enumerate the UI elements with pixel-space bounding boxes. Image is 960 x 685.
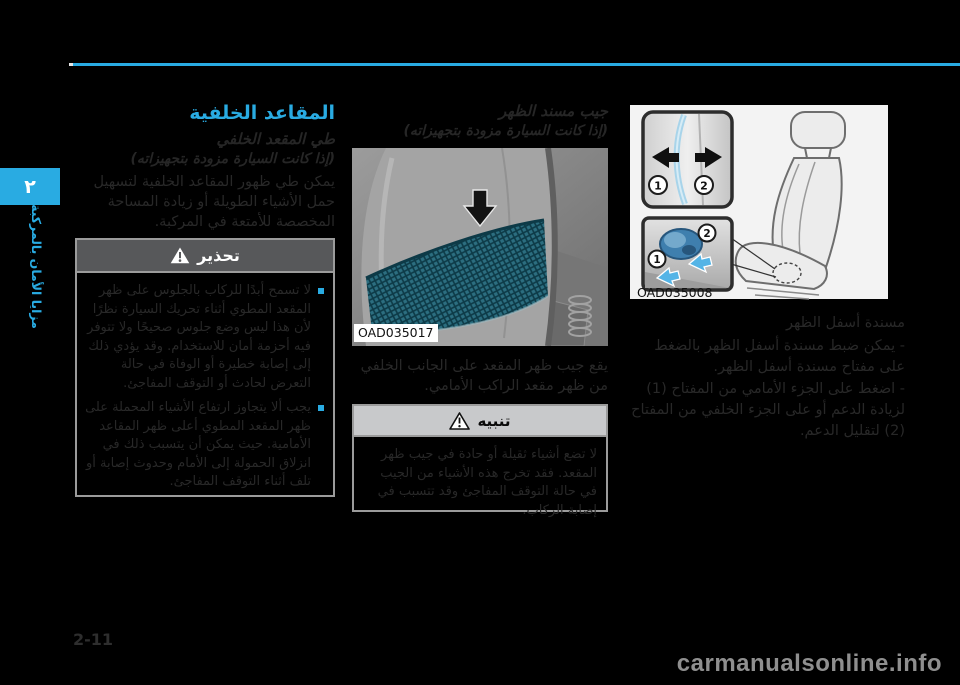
subheading-seatback-pocket: جيب مسند الظهر — [498, 102, 608, 120]
caution-box — [352, 404, 608, 518]
warning-item: يجب ألا يتجاوز ارتفاع الأشياء المحملة على ظهر المقعد المطوي أعلى ظهر المقاعد الأمامية. حيث يمكن أن يتسبب ذلك في انزلاق الحمولة إلى الأمام وحدوث إصابة أو تلف أثناء التوقف المفاجئ. — [85, 399, 324, 492]
warning-title: تحذير — [197, 246, 240, 265]
seatback-pocket-photo — [352, 148, 608, 346]
lumbar-support-figure — [627, 102, 891, 302]
chapter-number: ٢ — [24, 175, 36, 198]
watermark-text: carmanualsonline.info — [676, 650, 942, 677]
callout-number-2: 2 — [703, 228, 711, 240]
warning-list — [85, 282, 324, 492]
sidebar-vertical-label: مزايا الأمان بالمركبة — [28, 203, 44, 329]
section-heading-rear-seats: المقاعد الخلفية — [189, 102, 335, 124]
subheading-folding-rear-seat: طي المقعد الخلفي — [216, 130, 335, 148]
callout-number-1: 1 — [654, 179, 662, 193]
warning-box-body — [77, 273, 333, 504]
lumbar-support-list — [627, 336, 905, 442]
caution-triangle-icon — [449, 412, 470, 430]
subheading-if-equipped-2: (إذا كانت السيارة مزودة بتجهيزاته) — [403, 123, 608, 139]
sidebar-vertical-title — [16, 203, 56, 329]
warning-box — [75, 238, 335, 497]
image-code-label: OAD035008 — [637, 285, 713, 300]
lumbar-support-illustration — [627, 102, 891, 302]
caution-title: تنبيه — [477, 411, 511, 430]
callout-number-2: 2 — [700, 179, 708, 193]
subheading-if-equipped: (إذا كانت السيارة مزودة بتجهيزاته) — [130, 151, 335, 167]
caution-box-header — [354, 406, 606, 437]
lumbar-step: - اضغط على الجزء الأمامي من المفتاح (1) لزيادة الدعم أو على الجزء الخلفي من المفتاح (2) لتقليل الدعم. — [631, 381, 905, 439]
page-number: 2-11 — [73, 630, 114, 649]
callout-number-1: 1 — [653, 254, 661, 266]
caution-box-body: لا تضع أشياء ثقيلة أو حادة في جيب ظهر المقعد. فقد تخرج هذه الأشياء من الجيب في حالة التوقف المفاجئ وقد تتسبب في إصابة الركاب. — [377, 447, 597, 518]
rear-seat-body-text: يمكن طي ظهور المقاعد الخلفية لتسهيل حمل الأشياء الطويلة أو زيادة المساحة المخصصة للأمتعة في المركبة. — [93, 174, 335, 230]
warning-item: لا تسمح أبدًا للركاب بالجلوس على ظهر المقعد المطوي أثناء تحريك السيارة نظرًا لأن هذا ليس وضع جلوس صحيحًا ولا تتوفر فيه أحزمة أمان للاستخدام. وقد يؤدي ذلك إلى إصابة خطيرة أو الوفاة في حالة التعرض لحادث أو التوقف المفاجئ. — [85, 282, 324, 393]
chapter-tab — [0, 168, 60, 205]
lumbar-support-text — [627, 313, 905, 443]
lumbar-support-heading: مسندة أسفل الظهر — [785, 315, 905, 331]
lumbar-step: - يمكن ضبط مسندة أسفل الظهر بالضغط على مفتاح مسندة أسفل الظهر. — [654, 338, 905, 375]
warning-box-header — [77, 240, 333, 273]
section-divider-rule — [73, 63, 960, 66]
seatback-pocket-illustration — [352, 148, 608, 346]
image-code-label: OAD035017 — [354, 324, 438, 342]
seatback-pocket-body-text: يقع جيب ظهر المقعد على الجانب الخلفي من ظهر مقعد الراكب الأمامي. — [360, 358, 608, 394]
warning-triangle-icon — [170, 247, 190, 264]
